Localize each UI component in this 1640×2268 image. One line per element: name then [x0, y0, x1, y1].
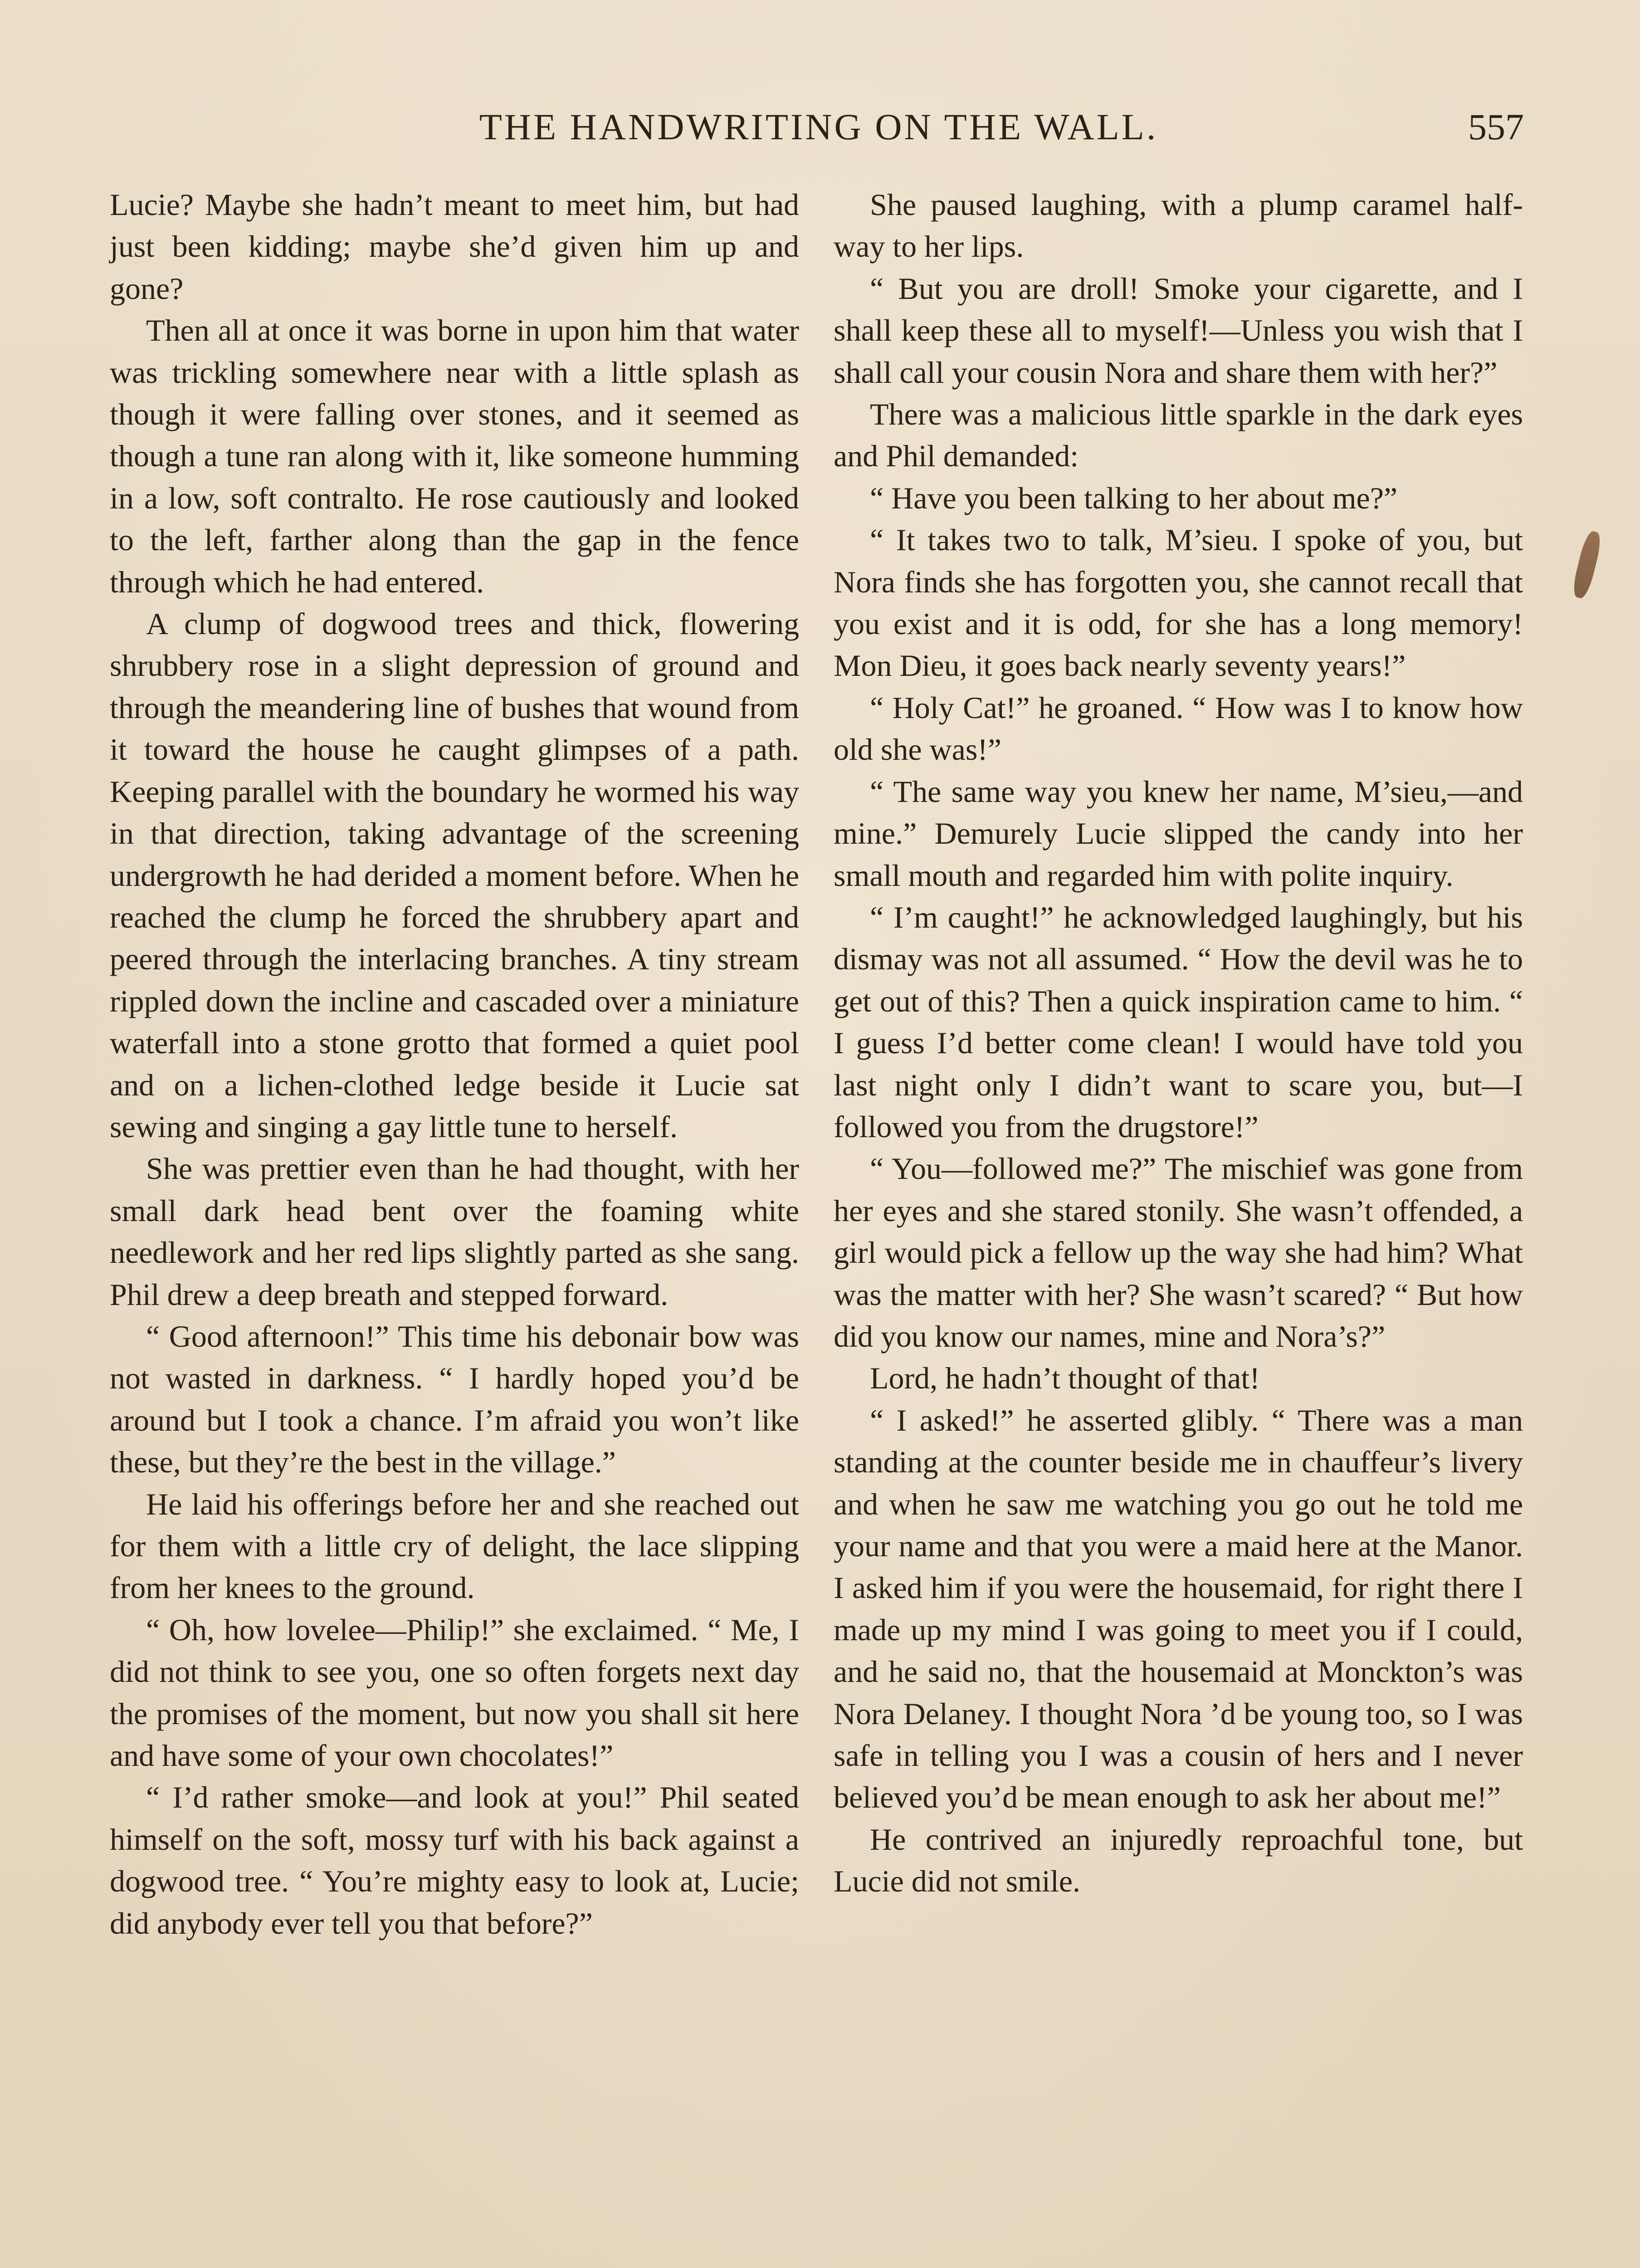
paragraph: “ It takes two to talk, M’sieu. I spoke of you, but Nora finds she has forgotten you, she cannot recall that you exist and it is odd, for she has a long memory! Mon Dieu, it goes back nearly seventy years!” [834, 523, 1523, 683]
page-number: 557 [1468, 106, 1524, 147]
paragraph: “ Holy Cat!” he groaned. “ How was I to know how old she was!” [834, 690, 1523, 767]
paragraph: He contrived an injuredly reproachful tone, but Lucie did not smile. [834, 1822, 1523, 1899]
paragraph: “ Have you been talking to her about me?” [870, 480, 1398, 515]
paragraph: “ You—followed me?” The mischief was gone from her eyes and she stared stonily. She wasn’t offended, a girl would pick a fellow up the way she had him? What was the matter with her? She wasn’t scared? “ But how did you know our names, mine and Nora’s?” [834, 1151, 1523, 1354]
running-title: THE HANDWRITING ON THE WALL. [479, 106, 1158, 147]
ink-blot [1570, 530, 1603, 600]
paragraph: “ Good afternoon!” This time his debonair bow was not wasted in darkness. “ I hardly hoped you’d be around but I took a chance. I’m afraid you won’t like these, but they’re the best in the village.” [110, 1319, 799, 1480]
paragraph: There was a malicious little sparkle in the dark eyes and Phil demanded: [834, 397, 1523, 474]
paragraph: Then all at once it was borne in upon him that water was trickling somewhere near with a little splash as though it were falling over stones, and it seemed as though a tune ran along with it, like someone humming in a low, soft contralto. He rose cautiously and looked to the left, farther along than the gap in the fence through which he had entered. [110, 313, 799, 599]
paragraph: She was prettier even than he had thought, with her small dark head bent over the foaming white needlework and her red lips slightly parted as she sang. Phil drew a deep breath and stepped forward. [110, 1151, 799, 1312]
page-header [113, 100, 1524, 154]
paragraph: “ The same way you knew her name, M’sieu,—and mine.” Demurely Lucie slipped the candy into her small mouth and regarded him with polite inquiry. [834, 774, 1523, 893]
paragraph: Lord, he hadn’t thought of that! [870, 1361, 1260, 1396]
paragraph: “ I’d rather smoke—and look at you!” Phil seated himself on the soft, mossy turf with his back against a dogwood tree. “ You’re mighty easy to look at, Lucie; did anybody ever tell you that before?” [110, 1780, 799, 1941]
paragraph: A clump of dogwood trees and thick, flowering shrubbery rose in a slight depression of ground and through the meandering line of bushes that wound from it toward the house he caught glimpses of a path. Keeping parallel with the boundary he wormed his way in that direction, taking advantage of the screening undergrowth he had derided a moment before. When he reached the clump he forced the shrubbery apart and peered through the interlacing branches. A tiny stream rippled down the incline and cascaded over a miniature waterfall into a stone grotto that formed a quiet pool and on a lichen-clothed ledge beside it Lucie sat sewing and singing a gay little tune to herself. [110, 606, 799, 1144]
paragraph: “ I’m caught!” he acknowledged laughingly, but his dismay was not all assumed. “ How the devil was he to get out of this? Then a quick inspiration came to him. “ I guess I’d better come clean! I would have told you last night only I didn’t want to scare you, but—I followed you from the drugstore!” [834, 899, 1523, 1144]
paragraph: “ I asked!” he asserted glibly. “ There was a man standing at the counter beside me in chauffeur’s livery and when he saw me watching you go out he told me your name and that you were a maid here at the Manor. I asked him if you were the housemaid, for right there I made up my mind I was going to meet you if I could, and he said no, that the housemaid at Monckton’s was Nora Delaney. I thought Nora ’d be young too, so I was safe in telling you I was a cousin of hers and I never believed you’d be mean enough to ask her about me!” [834, 1403, 1523, 1815]
paragraph: “ But you are droll! Smoke your cigarette, and I shall keep these all to myself!—Unless you wish that I shall call your cousin Nora and share them with her?” [834, 271, 1523, 390]
paragraph: He laid his offerings before her and she reached out for them with a little cry of delight, the lace slipping from her knees to the ground. [110, 1486, 799, 1605]
paragraph: Lucie? Maybe she hadn’t meant to meet him, but had just been kidding; maybe she’d given him up and gone? [110, 187, 799, 306]
paragraph: She paused laughing, with a plump caramel half-way to her lips. [834, 187, 1523, 264]
left-column [110, 184, 799, 1944]
paragraph: “ Oh, how lovelee—Philip!” she exclaimed. “ Me, I did not think to see you, one so often forgets next day the promises of the moment, but now you shall sit here and have some of your own chocolates!” [110, 1612, 799, 1773]
right-column [834, 184, 1523, 1902]
